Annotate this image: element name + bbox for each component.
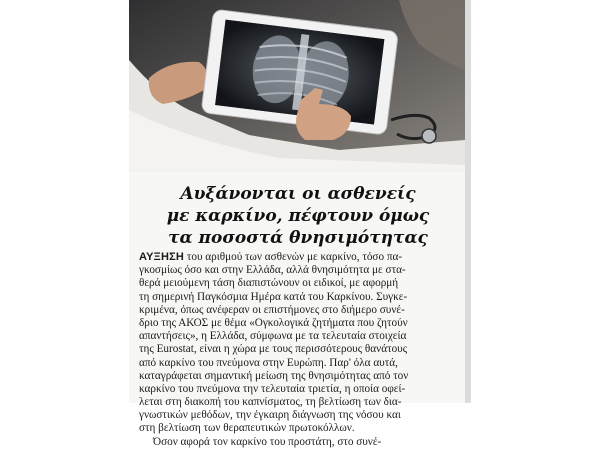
body-line: απαντήσεις», η Ελλάδα, σύμφωνα με τα τελευταία στοιχεία <box>139 330 407 343</box>
lead-word: ΑΥΞΗΣΗ <box>139 251 185 263</box>
body-line: καταγράφεται σημαντική μείωση της θνησιμότητας από τον <box>139 369 409 382</box>
article-headline <box>135 183 461 249</box>
first-line-rest: του αριθμού των ασθενών με καρκίνο, τόσο πα- <box>184 251 403 263</box>
body-line: λεται στη διακοπή του καπνίσματος, τη βελτίωση των δια- <box>139 396 402 409</box>
body-line: από καρκίνο του πνεύμονα στην Ευρώπη. Παρ' όλα αυτά, <box>139 356 398 369</box>
headline-line: Αυξάνονται οι ασθενείς <box>180 184 416 204</box>
clipping-edge <box>465 0 471 403</box>
body-line: Όσον αφορά τον καρκίνο του προστάτη, στο συνέ- <box>153 435 382 448</box>
article-photo <box>129 0 465 172</box>
body-line <box>139 251 455 264</box>
body-line: κριμένα, όπως ανέφεραν οι επιστήμονες στο διήμερο συνέ- <box>139 303 405 316</box>
headline-line: τα ποσοστά θνησιμότητας <box>168 228 428 248</box>
tablet-xray-illustration <box>129 0 465 172</box>
article-body <box>139 251 455 449</box>
body-line: δριο της ΑΚΟΣ με θέμα «Ογκολογικά ζητήματα που ζητούν <box>139 316 408 329</box>
body-line: καρκίνο του πνεύμονα την τελευταία τριετία, η οποία οφεί- <box>139 382 406 395</box>
newspaper-clipping <box>129 0 465 448</box>
headline-line: με καρκίνο, πέφτουν όμως <box>166 206 430 226</box>
body-line: θερά μειούμενη τάση διαπιστώνουν οι ειδικοί, με αφορμή <box>139 277 399 290</box>
body-line: γκοσμίως όσο και στην Ελλάδα, αλλά θνησιμότητα με στα- <box>139 264 406 277</box>
body-line: γνωστικών μεθόδων, την έγκαιρη διάγνωση της νόσου και <box>139 409 401 422</box>
body-line: τη σημερινή Παγκόσμια Ημέρα κατά του Καρκίνου. Συγκε- <box>139 290 408 303</box>
body-line: στη βελτίωση των θεραπευτικών πρωτοκόλλων. <box>139 422 355 435</box>
body-line: της Eurostat, είναι η χώρα με τους περισσότερους θανάτους <box>139 343 408 356</box>
